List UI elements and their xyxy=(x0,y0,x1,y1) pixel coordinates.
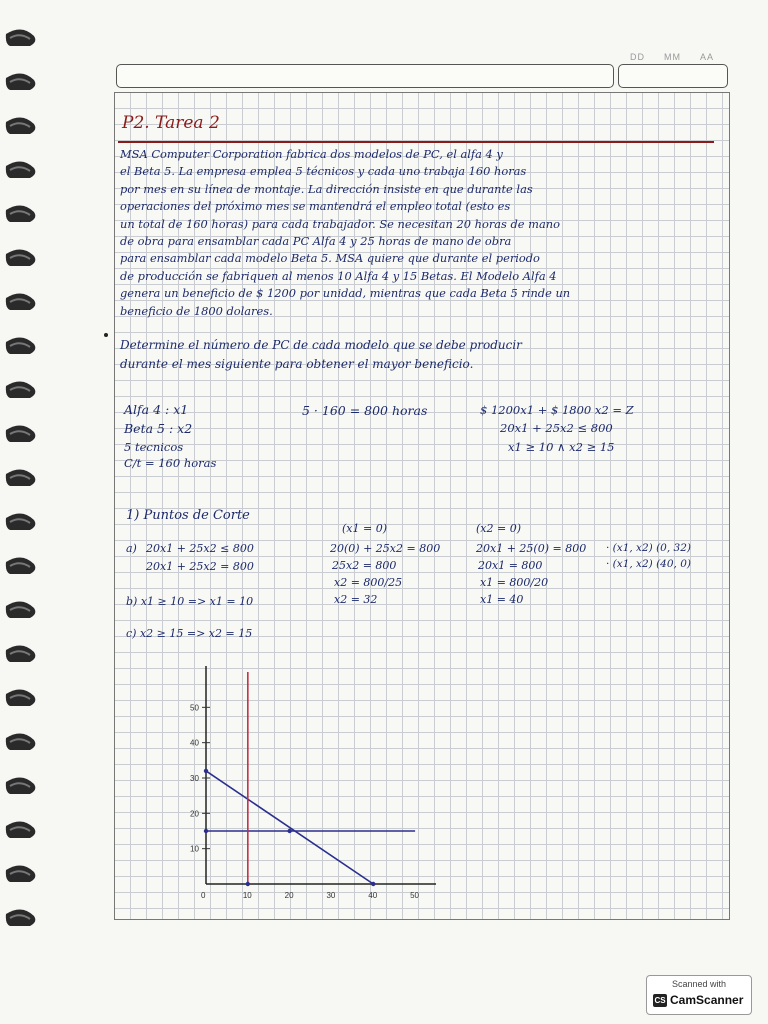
spiral-coil xyxy=(4,686,40,712)
spiral-coil xyxy=(4,730,40,756)
spiral-coil xyxy=(4,598,40,624)
cut-point: · (x1, x2) (0, 32) xyxy=(606,542,691,554)
bullet-dot xyxy=(104,333,108,337)
intersection-point xyxy=(246,882,250,886)
y-tick-label: 10 xyxy=(190,844,199,854)
col1-line: x2 = 800/25 xyxy=(334,576,403,589)
row-b: b) x1 ≥ 10 => x1 = 10 xyxy=(126,595,254,608)
col2-line: 20x1 + 25(0) = 800 xyxy=(476,542,587,555)
x-tick-label: 40 xyxy=(368,891,378,900)
spiral-coil xyxy=(4,290,40,316)
intersection-point xyxy=(371,882,375,886)
problem-statement xyxy=(120,146,720,320)
title-underline xyxy=(118,141,714,143)
intersection-point xyxy=(204,829,208,833)
constraint-line-hours xyxy=(206,771,373,884)
x-tick-label: 30 xyxy=(326,891,336,900)
problem-line: el Beta 5. La empresa emplea 5 técnicos y cada uno trabaja 160 horas xyxy=(120,164,527,179)
spiral-coil xyxy=(4,246,40,272)
problem-line: un total de 160 horas) para cada trabajador. Se necesitan 20 horas de mano xyxy=(120,216,560,231)
row-a-line: 20x1 + 25x2 ≤ 800 xyxy=(146,542,254,555)
objective-function: $ 1200x1 + $ 1800 x2 = Z xyxy=(480,403,634,417)
col1-line: x2 = 32 xyxy=(334,593,378,606)
y-tick-label: 30 xyxy=(190,774,199,783)
x-tick-label: 50 xyxy=(410,891,419,900)
col2-line: x1 = 800/20 xyxy=(480,576,549,589)
feasible-region-graph xyxy=(180,662,440,912)
problem-line: beneficio de 1800 dolares. xyxy=(120,303,273,318)
spiral-coil xyxy=(4,378,40,404)
problem-line: para ensamblar cada modelo Beta 5. MSA quiere que durante el periodo xyxy=(120,251,540,266)
camscanner-badge xyxy=(646,975,752,1015)
spiral-coil xyxy=(4,422,40,448)
variable-line: Alfa 4 : x1 xyxy=(124,402,189,417)
problem-line: MSA Computer Corporation fabrica dos modelos de PC, el alfa 4 y xyxy=(120,147,503,161)
spiral-coil xyxy=(4,158,40,184)
spiral-coil xyxy=(4,510,40,536)
spiral-coil xyxy=(4,70,40,96)
intersection-point xyxy=(204,769,208,773)
problem-line: de producción se fabriquen al menos 10 Alfa 4 y 15 Betas. El Modelo Alfa 4 xyxy=(120,268,557,283)
spiral-coil xyxy=(4,202,40,228)
col1-line: 20(0) + 25x2 = 800 xyxy=(330,542,441,555)
x-tick-label: 20 xyxy=(284,891,294,900)
row-a-label: a) xyxy=(126,542,137,555)
hours-calculation: 5 · 160 = 800 horas xyxy=(302,403,428,418)
y-tick-label: 40 xyxy=(190,738,199,748)
date-box xyxy=(618,64,728,88)
problem-line: operaciones del próximo mes se mantendrá el empleo total (esto es xyxy=(120,199,511,214)
date-label-mm: MM xyxy=(664,52,681,62)
row-c: c) x2 ≥ 15 => x2 = 15 xyxy=(126,627,253,640)
spiral-coil xyxy=(4,26,40,52)
col2-line: 20x1 = 800 xyxy=(478,559,543,572)
scanned-with-label: Scanned with xyxy=(671,979,727,989)
constraint-minimums: x1 ≥ 10 ∧ x2 ≥ 15 xyxy=(508,440,615,454)
variable-line: Beta 5 : x2 xyxy=(124,421,193,436)
variable-line: 5 tecnicos xyxy=(124,440,184,454)
question-line: durante el mes siguiente para obtener el mayor beneficio. xyxy=(120,357,474,371)
question-line: Determine el número de PC de cada modelo que se debe producir xyxy=(120,338,522,352)
spiral-coil xyxy=(4,818,40,844)
column-header-x2-zero: (x2 = 0) xyxy=(476,522,521,535)
x-tick-label: 10 xyxy=(242,891,252,900)
cut-point: · (x1, x2) (40, 0) xyxy=(606,558,691,570)
column-header-x1-zero: (x1 = 0) xyxy=(342,522,387,535)
spiral-coil xyxy=(4,334,40,360)
intersection-point xyxy=(287,829,291,833)
constraint-hours: 20x1 + 25x2 ≤ 800 xyxy=(500,421,613,435)
y-tick-label: 50 xyxy=(190,703,199,713)
spiral-coil xyxy=(4,906,40,932)
col2-line: x1 = 40 xyxy=(480,593,524,606)
x-tick-label: 0 xyxy=(201,891,206,900)
section-title: 1) Puntos de Corte xyxy=(126,508,250,523)
page-title: P2. Tarea 2 xyxy=(122,113,220,133)
row-a-line: 20x1 + 25x2 = 800 xyxy=(146,560,254,573)
spiral-coil xyxy=(4,642,40,668)
camscanner-label: CamScanner xyxy=(670,993,744,1007)
question xyxy=(120,336,720,374)
spiral-coil xyxy=(4,862,40,888)
header-box xyxy=(116,64,614,88)
variable-line: C/t = 160 horas xyxy=(124,456,217,470)
spiral-coil xyxy=(4,114,40,140)
spiral-binding xyxy=(4,26,44,946)
spiral-coil xyxy=(4,554,40,580)
problem-line: por mes en su línea de montaje. La dirección insiste en que durante las xyxy=(120,181,533,196)
y-tick-label: 20 xyxy=(190,809,199,819)
col1-line: 25x2 = 800 xyxy=(332,559,397,572)
date-label-dd: DD xyxy=(630,52,645,62)
problem-line: genera un beneficio de $ 1200 por unidad, mientras que cada Beta 5 rinde un xyxy=(120,286,571,301)
camscanner-logo-icon: CS xyxy=(654,996,666,1005)
date-label-aa: AA xyxy=(700,52,715,62)
problem-line: de obra para ensamblar cada PC Alfa 4 y 25 horas de mano de obra xyxy=(120,234,512,249)
spiral-coil xyxy=(4,466,40,492)
spiral-coil xyxy=(4,774,40,800)
